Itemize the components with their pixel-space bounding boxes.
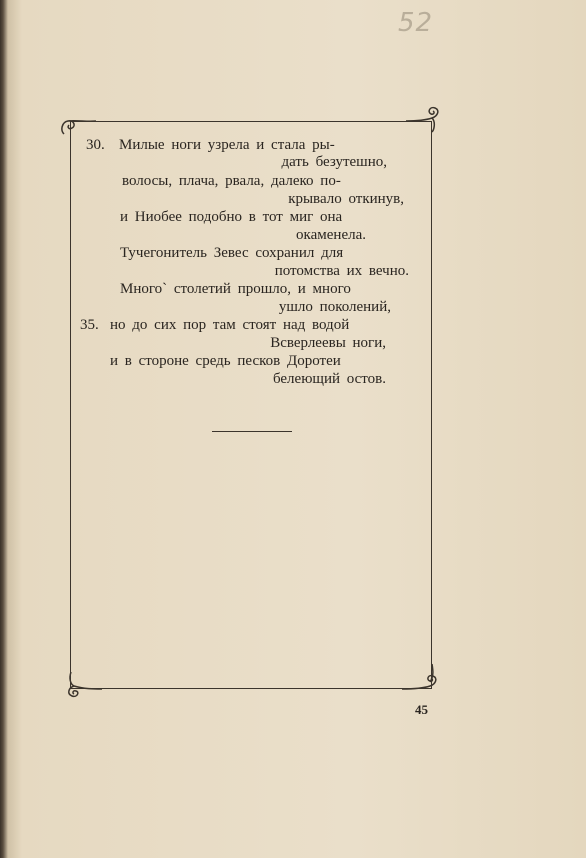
line-number: 35.: [80, 317, 99, 333]
verse-line: [86, 244, 426, 263]
corner-ornament-top-right: [404, 104, 444, 134]
line-text: и Ниобее подобно в тот миг она: [120, 209, 343, 225]
line-text: ушло поколений,: [278, 299, 391, 315]
verse-line: [86, 153, 426, 172]
verse-line: [86, 262, 426, 281]
verse-line: [86, 208, 426, 227]
verse-line: [86, 370, 426, 389]
verse-line: [86, 280, 426, 299]
verse-line: [86, 226, 426, 245]
verse-line: [86, 352, 426, 371]
line-text: дать безутешно,: [281, 154, 387, 170]
line-text: но до сих пор там стоят над водой: [110, 317, 350, 333]
corner-ornament-bottom-right: [400, 662, 442, 694]
line-text: окаменела.: [296, 227, 366, 243]
verse-line: [86, 190, 426, 209]
line-text: Много` столетий прошло, и много: [120, 281, 351, 297]
verse-line: [80, 316, 426, 335]
page-number: 45: [415, 702, 428, 717]
line-text: волосы, плача, рвала, далеко по-: [122, 173, 341, 189]
line-text: и в стороне средь песков Доротеи: [110, 353, 341, 369]
corner-ornament-bottom-left: [64, 670, 104, 700]
line-text: белеющий остов.: [272, 371, 386, 387]
verse-line: [86, 298, 426, 317]
line-text: Тучегонитель Зевес сохранил для: [120, 245, 344, 261]
line-text: Милые ноги узрела и стала ры-: [119, 137, 335, 153]
section-divider: [212, 431, 292, 432]
verse-line: [86, 334, 426, 353]
poem-text: [80, 136, 426, 387]
verse-line: [86, 172, 426, 191]
line-number: 30.: [86, 137, 105, 153]
line-text: Всверлеевы ноги,: [270, 335, 386, 351]
handwritten-folio-number: 52: [398, 8, 434, 38]
line-text: крывало откинув,: [288, 191, 404, 207]
line-text: потомства их вечно.: [274, 263, 409, 279]
